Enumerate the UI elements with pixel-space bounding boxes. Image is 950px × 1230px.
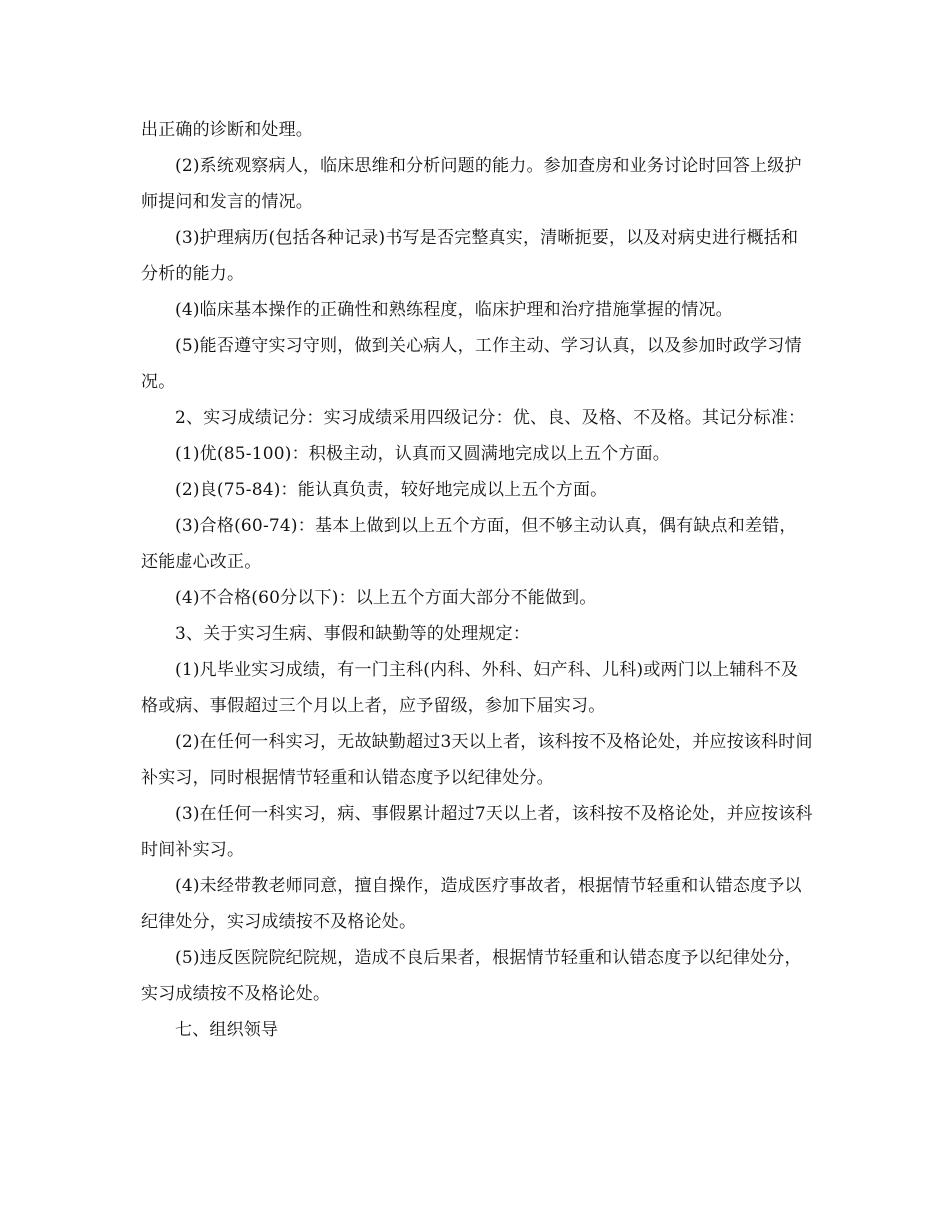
paragraph-absence-rule-2: (2)在任何一科实习，无故缺勤超过3天以上者，该科按不及格论处，并应按该科时间补实习，同时根据情节轻重和认错态度予以纪律处分。 xyxy=(141,732,813,788)
paragraph-item-4-operations: (4)临床基本操作的正确性和熟练程度，临床护理和治疗措施掌握的情况。 xyxy=(175,300,733,320)
paragraph-continuation: 出正确的诊断和处理。 xyxy=(141,120,313,140)
paragraph-item-2-observation: (2)系统观察病人，临床思维和分析问题的能力。参加查房和业务讨论时回答上级护师提问和发言的情况。 xyxy=(141,156,802,212)
paragraph-grade-good: (2)良(75-84)：能认真负责，较好地完成以上五个方面。 xyxy=(175,480,608,500)
document-body xyxy=(141,112,813,1048)
paragraph-item-5-rules: (5)能否遵守实习守则，做到关心病人，工作主动、学习认真，以及参加时政学习情况。 xyxy=(141,336,802,392)
paragraph-section-2-grading: 2、实习成绩记分：实习成绩采用四级记分：优、良、及格、不及格。其记分标准： xyxy=(175,408,806,428)
paragraph-grade-excellent: (1)优(85-100)：积极主动，认真而又圆满地完成以上五个方面。 xyxy=(175,444,670,464)
paragraph-absence-rule-1: (1)凡毕业实习成绩，有一门主科(内科、外科、妇产科、儿科)或两门以上辅科不及格或病、事假超过三个月以上者，应予留级，参加下届实习。 xyxy=(141,660,799,716)
paragraph-grade-pass: (3)合格(60-74)：基本上做到以上五个方面，但不够主动认真，偶有缺点和差错，还能虚心改正。 xyxy=(141,516,797,572)
paragraph-section-3-absence: 3、关于实习生病、事假和缺勤等的处理规定： xyxy=(175,624,531,644)
paragraph-grade-fail: (4)不合格(60分以下)：以上五个方面大部分不能做到。 xyxy=(175,588,597,608)
paragraph-absence-rule-5: (5)违反医院院纪院规，造成不良后果者，根据情节轻重和认错态度予以纪律处分，实习成绩按不及格论处。 xyxy=(141,948,802,1004)
section-heading-organization: 七、组织领导 xyxy=(175,1020,279,1040)
paragraph-item-3-records: (3)护理病历(包括各种记录)书写是否完整真实，清晰扼要，以及对病史进行概括和分析的能力。 xyxy=(141,228,799,284)
paragraph-absence-rule-4: (4)未经带教老师同意，擅自操作，造成医疗事故者，根据情节轻重和认错态度予以纪律处分，实习成绩按不及格论处。 xyxy=(141,876,802,932)
paragraph-absence-rule-3: (3)在任何一科实习，病、事假累计超过7天以上者，该科按不及格论处，并应按该科时间补实习。 xyxy=(141,804,813,860)
